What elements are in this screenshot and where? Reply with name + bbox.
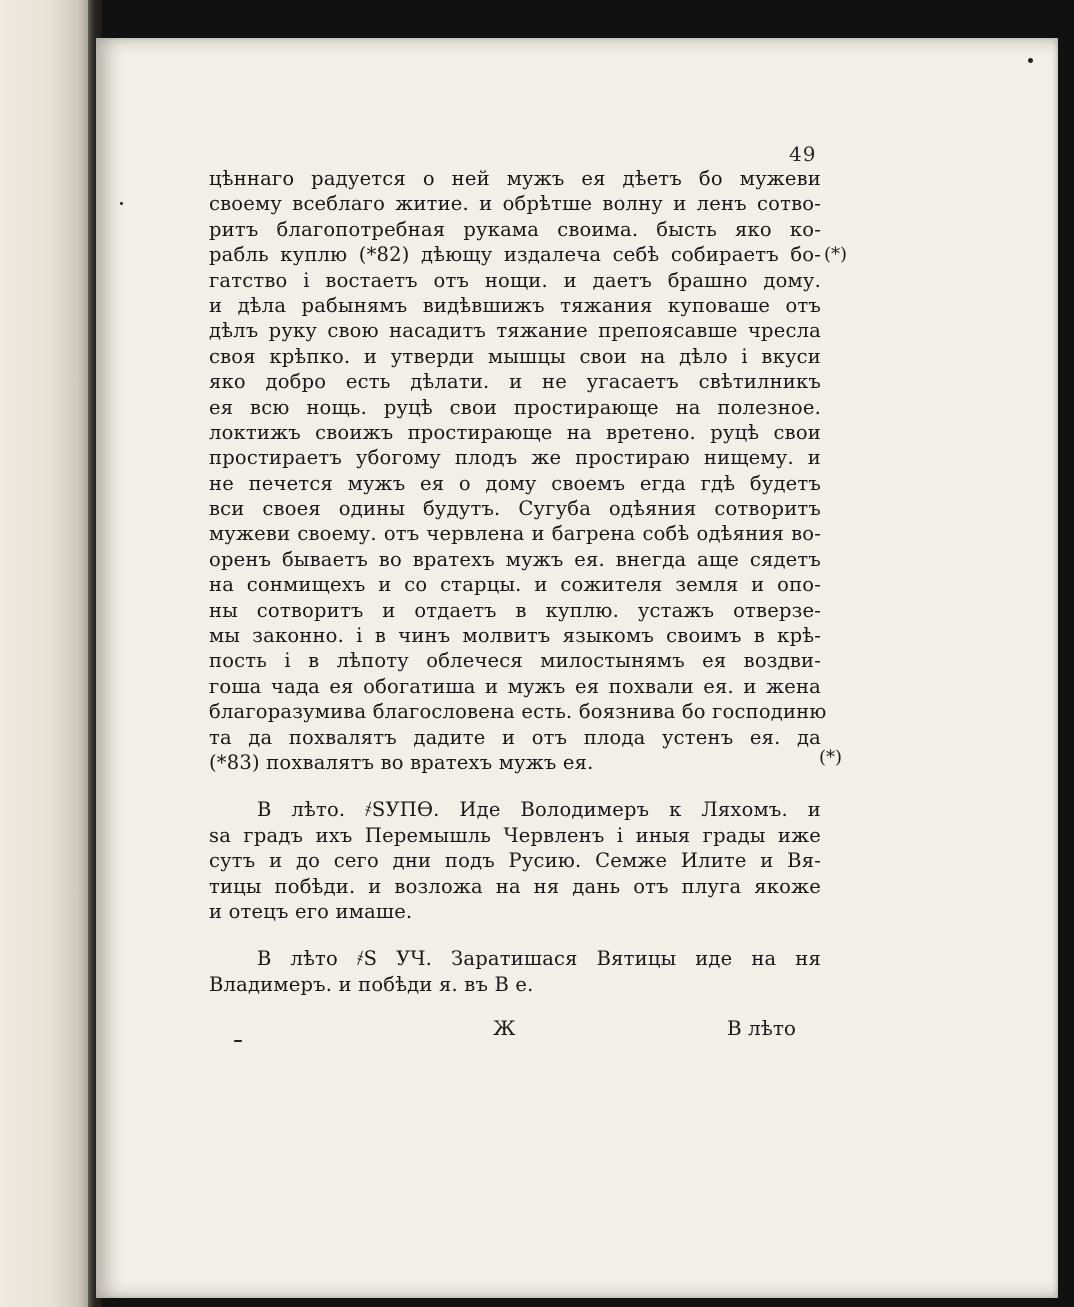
text-line: яко добро есть дѣлати. и не угасаетъ свѣтилникъ xyxy=(209,370,821,394)
year-entry-line: сутъ и до сего дни подъ Русию. Семже Илите и Вя- xyxy=(209,849,821,873)
text-line: рабль куплю (*82) дѣющу издалеча себѣ собираетъ бо- xyxy=(209,243,821,267)
year-entry-line: В лѣто. ҂ЅУПѲ. Иде Володимеръ к Ляхомъ. и xyxy=(257,798,821,822)
text-line: та да похвалятъ дадите и отъ плода устенъ ея. да xyxy=(209,725,821,749)
text-line: не печется мужъ ея о дому своемъ егда гдѣ будетъ xyxy=(209,471,821,495)
text-line: мужеви своему. отъ червлена и багрена собѣ одѣяния во- xyxy=(209,522,821,546)
year-entry-line: ѕа градъ ихъ Перемышль Червленъ і иныя грады иже xyxy=(209,823,821,847)
text-line: цѣннаго радуется о ней мужъ ея дѣетъ бо мужеви xyxy=(209,167,821,190)
text-line: ритъ благопотребная рукама своима. бысть яко ко- xyxy=(209,217,821,241)
text-line: гоша чада ея обогатиша и мужъ ея похвали ея. и жена xyxy=(209,674,821,698)
text-line: вси своея одины будутъ. Сугуба одѣяния сотворитъ xyxy=(209,497,821,521)
ink-speck xyxy=(234,1040,242,1042)
year-entry-line: тицы побѣди. и возложа на ня дань отъ плуга якоже xyxy=(209,874,821,898)
text-line: локтижъ своижъ простирающе на вретено. руцѣ свои xyxy=(209,420,821,444)
text-line: пость і в лѣпоту облечеся милостынямъ ея воздви- xyxy=(209,649,821,673)
year-entry-line: и отецъ его имаше. xyxy=(209,899,413,923)
text-line: ны сотворитъ и отдаетъ в куплю. устажъ отверзе- xyxy=(209,598,821,622)
ink-speck xyxy=(1028,58,1033,63)
catchword: В лѣто xyxy=(727,1016,796,1040)
text-line: и дѣла рабынямъ видѣвшижъ тяжания куповаше отъ xyxy=(209,293,821,317)
year-entry-line: В лѣто ҂Ѕ УЧ. Заратишася Вятицы иде на ня xyxy=(257,947,821,971)
text-line: своя крѣпко. и утверди мышцы свои на дѣло і вкуси xyxy=(209,344,821,368)
text-line: своему всеблаго житие. и обрѣтше волну и ленъ сотво- xyxy=(209,192,821,216)
left-page-edge xyxy=(0,0,92,1307)
text-line: на сонмищехъ и со старцы. и сожителя земля и опо- xyxy=(209,573,821,597)
text-line: дѣлъ руку свою насадитъ тяжание препоясавше чресла xyxy=(209,319,821,343)
text-line: гатство і востаетъ отъ нощи. и даетъ брашно дому. xyxy=(209,268,821,292)
year-entry-line: Владимеръ. и побѣди я. въ В е. xyxy=(209,972,534,996)
text-line: благоразумива благословена есть. боязнива бо господиню xyxy=(209,700,827,724)
page-text xyxy=(209,166,827,997)
text-line: простираетъ убогому плодъ же простираю нищему. и xyxy=(209,446,821,470)
text-line: оренъ бываетъ во вратехъ мужъ ея. внегда аще сядетъ xyxy=(209,547,821,571)
footnote-marker: (*) xyxy=(819,747,843,768)
ink-speck xyxy=(120,202,123,205)
text-line: (*83) похвалятъ во вратехъ мужъ ея. xyxy=(209,750,594,774)
page-number: 49 xyxy=(789,142,817,166)
footnote-marker: (*) xyxy=(824,244,848,265)
signature-mark: Ж xyxy=(493,1016,516,1040)
text-line: ея всю нощь. руцѣ свои простирающе на полезное. xyxy=(209,395,821,419)
text-line: мы законно. і в чинъ молвитъ языкомъ своимъ в крѣ- xyxy=(209,624,821,648)
